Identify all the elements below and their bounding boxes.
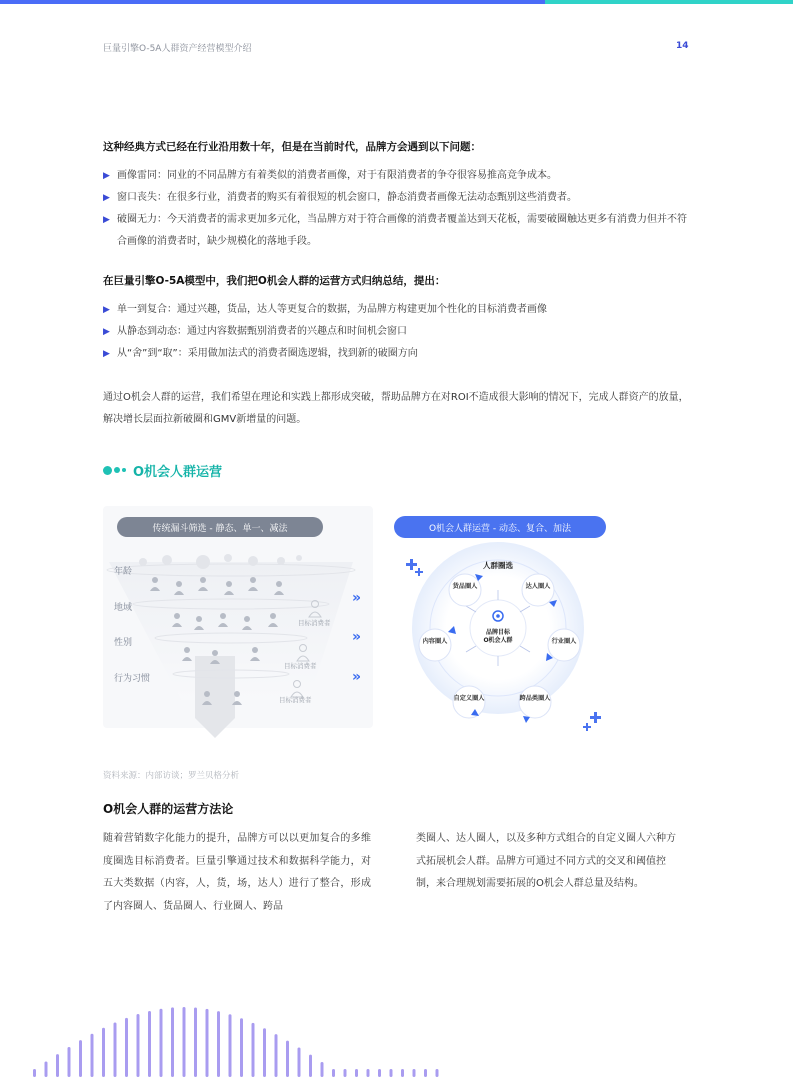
deco-bar bbox=[286, 1041, 289, 1077]
source-note: 资料来源：内部访谈；罗兰贝格分析 bbox=[103, 771, 240, 781]
proposals-list bbox=[103, 299, 693, 365]
deco-bar bbox=[332, 1069, 335, 1077]
svg-text:»: » bbox=[352, 629, 362, 645]
deco-bar bbox=[68, 1047, 71, 1077]
deco-bar bbox=[91, 1034, 94, 1077]
funnel-row-label: 性别 bbox=[114, 638, 133, 648]
svg-text:»: » bbox=[352, 669, 362, 685]
method-title: O机会人群的运营方法论 bbox=[103, 802, 234, 816]
problems-list bbox=[103, 165, 693, 253]
list-item: ▶ 从静态到动态：通过内容数据甄别消费者的兴趣点和时间机会窗口 bbox=[103, 321, 693, 343]
bullet-triangle-icon: ▶ bbox=[103, 327, 110, 337]
page-number: 14 bbox=[676, 41, 689, 51]
deco-bar bbox=[263, 1028, 266, 1077]
target-label: 目标消费者 bbox=[298, 619, 331, 627]
deco-bar bbox=[102, 1028, 105, 1077]
deco-bar bbox=[378, 1069, 381, 1077]
deco-bar bbox=[125, 1018, 128, 1077]
svg-text:货品圈人: 货品圈人 bbox=[452, 583, 478, 590]
svg-text:内容圈人: 内容圈人 bbox=[422, 638, 448, 645]
deco-bar bbox=[56, 1054, 59, 1077]
top-accent-bar bbox=[0, 0, 793, 4]
section-dots-icon bbox=[103, 466, 128, 475]
svg-text:达人圈人: 达人圈人 bbox=[525, 583, 551, 590]
deco-bar bbox=[240, 1018, 243, 1077]
bullet-triangle-icon: ▶ bbox=[103, 305, 110, 315]
list-item: ▶ 破圈无力：今天消费者的需求更加多元化，当品牌方对于符合画像的消费者覆盖达到天花板，需要破圈触达更多有消费力但并不符合画像的消费者时，缺少规模化的落地手段。 bbox=[103, 209, 693, 253]
deco-bar bbox=[321, 1062, 324, 1077]
deco-bar bbox=[367, 1069, 370, 1077]
center-circle bbox=[470, 600, 526, 656]
funnel-row-label: 年龄 bbox=[114, 567, 133, 577]
o-model-title: O机会人群运营 - 动态、复合、加法 bbox=[428, 524, 572, 534]
o-audience-figure bbox=[103, 506, 617, 746]
deco-bar bbox=[252, 1023, 255, 1077]
top-bar-blue bbox=[0, 0, 545, 4]
deco-bar bbox=[355, 1069, 358, 1077]
audience-node-cross-category bbox=[519, 686, 551, 718]
target-label: 目标消费者 bbox=[284, 662, 317, 670]
deco-bar bbox=[148, 1011, 151, 1077]
deco-bar bbox=[206, 1009, 209, 1077]
deco-bar bbox=[194, 1007, 197, 1077]
audience-node-kol bbox=[522, 574, 554, 606]
deco-bar bbox=[298, 1047, 301, 1077]
bullet-triangle-icon: ▶ bbox=[103, 193, 110, 203]
deco-bar bbox=[137, 1014, 140, 1077]
deco-bar bbox=[171, 1007, 174, 1077]
bullet-triangle-icon: ▶ bbox=[103, 215, 110, 225]
list-item: ▶ 从“舍”到“取”：采用做加法式的消费者圈选逻辑，找到新的破圈方向 bbox=[103, 343, 693, 365]
target-label: 目标消费者 bbox=[279, 696, 312, 704]
deco-bar bbox=[309, 1055, 312, 1077]
funnel-title: 传统漏斗筛选 - 静态、单一、减法 bbox=[152, 524, 288, 534]
bullet-triangle-icon: ▶ bbox=[103, 349, 110, 359]
list-item: ▶ 画像雷同：同业的不同品牌方有着类似的消费者画像，对于有限消费者的争夺很容易推高竞争成本。 bbox=[103, 165, 693, 187]
header-doc-title: 巨量引擎O-5A人群资产经营模型介绍 bbox=[103, 44, 252, 54]
deco-bar bbox=[45, 1062, 48, 1077]
deco-bar bbox=[436, 1069, 439, 1077]
deco-bar bbox=[229, 1014, 232, 1077]
top-bar-teal bbox=[545, 0, 793, 4]
model-intro: 在巨量引擎O-5A模型中，我们把O机会人群的运营方式归纳总结，提出： bbox=[103, 275, 446, 287]
funnel-row-label: 行为习惯 bbox=[114, 674, 151, 684]
center-label: 品牌目标 bbox=[485, 629, 511, 636]
audience-node-goods bbox=[449, 574, 481, 606]
svg-text:自定义圈人: 自定义圈人 bbox=[453, 695, 485, 702]
deco-bar bbox=[183, 1007, 186, 1077]
deco-bar bbox=[275, 1034, 278, 1077]
summary-paragraph: 通过O机会人群的运营，我们希望在理论和实践上都形成突破，帮助品牌方在对ROI不造成很大影响的情况下，完成人群资产的放量，解决增长层面拉新破圈和GMV新增量的问题。 bbox=[103, 392, 689, 425]
method-paragraph-left: 随着营销数字化能力的提升，品牌方可以以更加复合的多维度圈选目标消费者。巨量引擎通过技术和数据科学能力，对五大类数据（内容，人，货，场，达人）进行了整合，形成了内容圈人、货品圈人、行业圈人、跨品 bbox=[103, 833, 371, 912]
svg-text:行业圈人: 行业圈人 bbox=[551, 638, 577, 645]
audience-node-custom bbox=[453, 686, 485, 718]
section-title: O机会人群运营 bbox=[103, 461, 222, 479]
ring-title: 人群圈选 bbox=[483, 561, 513, 570]
deco-bar bbox=[424, 1069, 427, 1077]
funnel-row-label: 地域 bbox=[114, 603, 133, 613]
svg-text:跨品类圈人: 跨品类圈人 bbox=[519, 695, 551, 702]
list-item: ▶ 窗口丧失：在很多行业，消费者的购买有着很短的机会窗口，静态消费者画像无法动态甄别这些消费者。 bbox=[103, 187, 693, 209]
deco-bar bbox=[344, 1069, 347, 1077]
method-paragraph-right: 类圈人、达人圈人，以及多种方式组合的自定义圈人六种方式拓展机会人群。品牌方可通过不同方式的交叉和阈值控制，来合理规划需要拓展的O机会人群总量及结构。 bbox=[416, 833, 676, 889]
center-label: O机会人群 bbox=[483, 637, 513, 644]
svg-text:»: » bbox=[352, 590, 362, 606]
audience-node-content bbox=[419, 629, 451, 661]
decorative-bars bbox=[30, 1000, 450, 1077]
deco-bar bbox=[217, 1011, 220, 1077]
target-icon-dot bbox=[496, 614, 500, 618]
deco-bar bbox=[413, 1069, 416, 1077]
deco-bar bbox=[401, 1069, 404, 1077]
chevron-right-icons bbox=[352, 590, 361, 685]
deco-bar bbox=[79, 1040, 82, 1077]
deco-bar bbox=[33, 1069, 36, 1077]
deco-bar bbox=[160, 1009, 163, 1077]
bullet-triangle-icon: ▶ bbox=[103, 171, 110, 181]
deco-bar bbox=[390, 1069, 393, 1077]
list-item: ▶ 单一到复合：通过兴趣，货品，达人等更复合的数据，为品牌方构建更加个性化的目标消费者画像 bbox=[103, 299, 693, 321]
deco-bar bbox=[114, 1022, 117, 1077]
audience-node-industry bbox=[548, 629, 580, 661]
problems-intro: 这种经典方式已经在行业沿用数十年，但是在当前时代，品牌方会遇到以下问题： bbox=[103, 141, 481, 153]
